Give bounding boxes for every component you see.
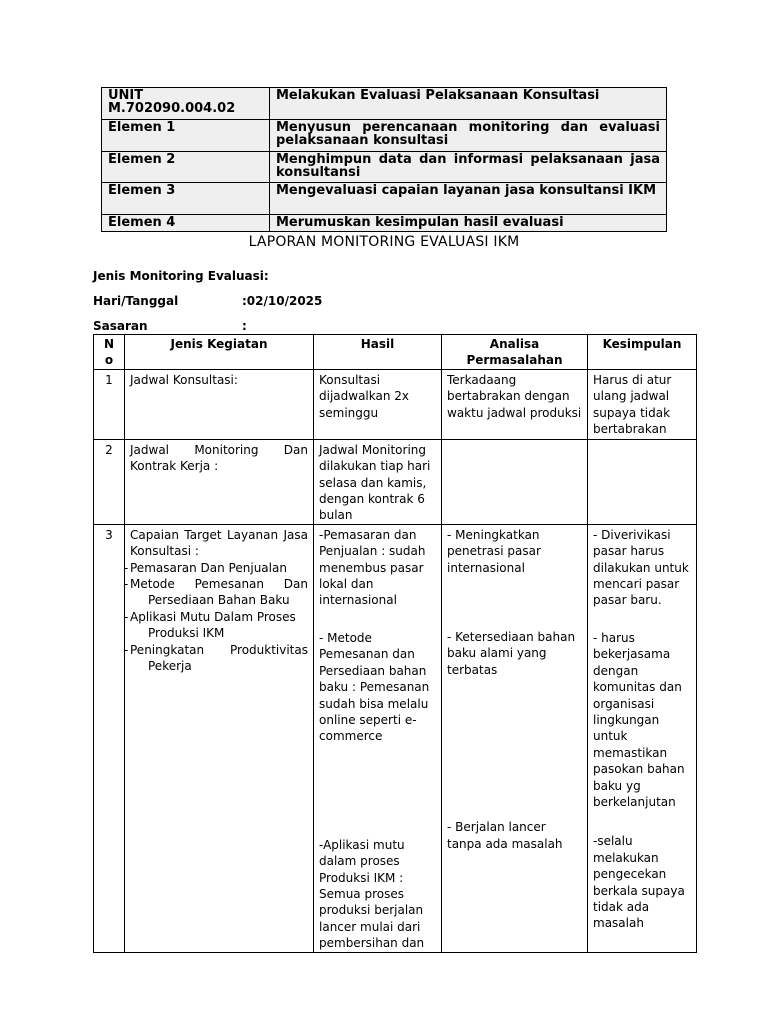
row-analisa	[442, 439, 588, 524]
table-row	[94, 439, 697, 524]
kesimpulan-item: -selalu melakukan pengecekan berkala supaya tidak ada masalah	[593, 834, 685, 931]
unit-row	[102, 88, 667, 120]
sasaran-line	[93, 319, 247, 333]
row-analisa: Terkadaang bertabrakan dengan waktu jadwal produksi	[442, 369, 588, 439]
sasaran-value: :	[242, 319, 247, 333]
kesimpulan-item: - Diverivikasi pasar harus dilakukan untuk mencari pasar pasar baru.	[593, 527, 689, 608]
hasil-item: - Metode Pemesanan dan Persediaan bahan baku : Pemesanan sudah bisa melalu online seperti e-commerce	[319, 630, 430, 744]
row-kesimpulan: Harus di atur ulang jadwal supaya tidak bertabrakan	[588, 369, 697, 439]
list-item: - Peningkatan Produktivitas Pekerja	[124, 642, 308, 674]
elemen-row	[102, 120, 667, 152]
unit-key: UNIT M.702090.004.02	[102, 88, 270, 120]
row-no: 3	[94, 524, 125, 952]
header-no: No	[94, 335, 125, 370]
kesimpulan-item: - harus bekerjasama dengan komunitas dan organisasi lingkungan untuk memastikan pasokan bahan baku yg berkelanjutan	[593, 630, 685, 809]
list-item: - Pemasaran Dan Penjualan	[124, 560, 287, 575]
row-kegiatan: Jadwal Monitoring Dan Kontrak Kerja :	[125, 439, 314, 524]
list-item: - Aplikasi Mutu Dalam Proses Produksi IKM	[124, 609, 296, 641]
row-no: 2	[94, 439, 125, 524]
hasil-item: -Pemasaran dan Penjualan : sudah menembus pasar lokal dan internasional	[319, 527, 426, 608]
elemen-row	[102, 183, 667, 215]
elemen-value: Merumuskan kesimpulan hasil evaluasi	[270, 215, 667, 232]
row-kegiatan	[125, 524, 314, 952]
elemen-row	[102, 215, 667, 232]
kegiatan-title: Capaian Target Layanan Jasa Konsultasi :	[130, 527, 308, 559]
row-kegiatan: Jadwal Konsultasi:	[125, 369, 314, 439]
sasaran-label: Sasaran	[93, 319, 148, 333]
row-no: 1	[94, 369, 125, 439]
analisa-item: - Berjalan lancer tanpa ada masalah	[447, 820, 563, 851]
elemen-row	[102, 152, 667, 183]
row-kesimpulan	[588, 439, 697, 524]
analisa-item: - Meningkatkan penetrasi pasar internasional	[447, 527, 541, 575]
elemen-key: Elemen 4	[102, 215, 270, 232]
row-analisa	[442, 524, 588, 952]
row-kesimpulan	[588, 524, 697, 952]
list-item: - Metode Pemesanan Dan Persediaan Bahan Baku	[124, 577, 308, 608]
row-hasil: Jadwal Monitoring dilakukan tiap hari selasa dan kamis, dengan kontrak 6 bulan	[314, 439, 442, 524]
row-hasil: Konsultasi dijadwalkan 2x seminggu	[314, 369, 442, 439]
hasil-item: -Aplikasi mutu dalam proses Produksi IKM : Semua proses produksi berjalan lancer mulai dari pembersihan dan	[319, 837, 425, 951]
hari-tanggal-label: Hari/Tanggal	[93, 294, 179, 308]
header-analisa: Analisa Permasalahan	[442, 335, 588, 370]
monitoring-table	[93, 334, 697, 953]
row-hasil	[314, 524, 442, 952]
elemen-key: Elemen 1	[102, 120, 270, 152]
kegiatan-list	[124, 560, 308, 675]
header-kesimpulan: Kesimpulan	[588, 335, 697, 370]
table-row	[94, 524, 697, 952]
table-row	[94, 369, 697, 439]
elemen-key: Elemen 3	[102, 183, 270, 215]
elemen-value: Menyusun perencanaan monitoring dan evaluasi pelaksanaan konsultasi	[270, 120, 667, 152]
report-title: LAPORAN MONITORING EVALUASI IKM	[248, 234, 520, 250]
hari-tanggal-line	[93, 294, 323, 308]
elemen-value: Mengevaluasi capaian layanan jasa konsultansi IKM	[270, 183, 667, 215]
unit-table	[101, 87, 667, 232]
analisa-item: - Ketersediaan bahan baku alami yang terbatas	[447, 630, 576, 677]
header-hasil: Hasil	[314, 335, 442, 370]
jenis-monitoring-label: Jenis Monitoring Evaluasi:	[93, 269, 269, 283]
elemen-value: Menghimpun data dan informasi pelaksanaan jasa konsultansi	[270, 152, 667, 183]
elemen-key: Elemen 2	[102, 152, 270, 183]
table-header-row	[94, 335, 697, 370]
hari-tanggal-value: :02/10/2025	[242, 294, 323, 308]
unit-value: Melakukan Evaluasi Pelaksanaan Konsultasi	[270, 88, 667, 120]
header-jenis-kegiatan: Jenis Kegiatan	[125, 335, 314, 370]
